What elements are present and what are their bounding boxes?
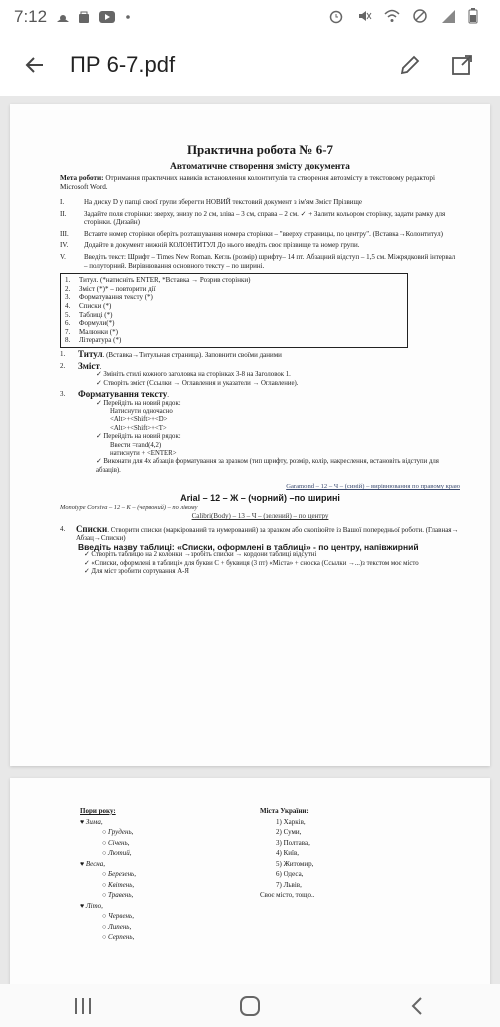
outline-box	[60, 273, 408, 348]
list-item: ○ Червень,	[102, 912, 134, 920]
table-title-instruction: Введіть назву таблиці: «Списки, оформлені в таблиці» - по центру, напівжирний	[78, 541, 419, 552]
status-bar	[0, 0, 500, 34]
seasons-heading: Пори року:	[80, 807, 116, 815]
section-4: 4. Списки. Створити списки (маркірований та нумерований) за зразком або скопіюйте із Вашої попередньої роботи. (Главная→ Абзац→Списки) Введіть назву таблиці: «Списки, оформлені в таблиці» - по центру, напівжирний ✓ Створіть таблицю на 2 колонки →зробіть списки → кордони таблиці відсутні ✓ «Списки, оформлені в таблиці» для букви С + буквиця (3 пт) «Міста» + сноска (Ссылки →...)з текстом моє місто ✓ Для міст зробити сортування А-Я	[60, 523, 459, 576]
section-3: 3. Форматування тексту. ✓ Перейдіть на новий рядок: Натиснути одночасно <Alt>+<Shift>+<D> <Alt>+<Shift>+<T> ✓ Перейдіть на новий рядок: Ввести =rand(4,2) натиснути + <ENTER> ✓ Виконати для 4х абзаців форматування за зразком (тип шрифту, розмір, колір, накреслення, встановіть відступи для абзаців).	[60, 390, 460, 475]
more-dots-icon	[121, 10, 137, 24]
list-item: ○ Липень,	[102, 922, 132, 931]
garamond-sample: Garamond – 12 – Ч – (синій) – вирівнювання по правому краю	[286, 483, 460, 491]
lists-table	[40, 806, 460, 943]
youtube-icon	[99, 10, 115, 24]
section-2: 2. Зміст. ✓ Змініть стилі кожного заголовка на сторінках 3-8 на Заголовок 1. ✓ Створіть зміст (Ссылки → Оглавления и указатели → Оглавление).	[60, 362, 460, 388]
document-title: ПР 6-7.pdf	[70, 52, 176, 77]
wifi-icon	[384, 8, 400, 24]
cities-heading: Міста України:	[260, 807, 309, 815]
back-button[interactable]	[12, 42, 58, 88]
list-item: 7. Малюнки (*)	[65, 327, 118, 336]
list-item: 5) Житомир,	[276, 859, 314, 868]
battery-icon	[468, 8, 484, 24]
list-item: ○ Травень,	[102, 891, 134, 899]
goal-label: Мета роботи:	[60, 174, 104, 182]
list-item: ○ Березень,	[102, 870, 136, 878]
list-item: 3. Форматування тексту (*)	[65, 293, 153, 302]
arial-sample: Arial – 12 – Ж – (чорний) –по ширині	[180, 493, 340, 504]
list-item: ○ Серпень,	[102, 933, 135, 941]
home-button[interactable]	[220, 986, 280, 1026]
check-item: ✓ Виконати для 4х абзаців форматування за зразком (тип шрифту, розмір, колір, накреслення, встановіть відступи для абзаців).	[96, 458, 439, 474]
pdf-viewer[interactable]	[0, 96, 500, 984]
page-subtitle: Автоматичне створення змісту документа	[170, 162, 350, 172]
alarm-icon	[328, 8, 344, 24]
open-external-icon	[450, 53, 474, 77]
list-item: 3) Полтава,	[276, 838, 310, 847]
seasons-column	[40, 806, 250, 943]
list-item: ♥ Весна,	[80, 859, 106, 868]
arrow-left-icon	[23, 53, 47, 77]
instruction-line: <Alt>+<Shift>+<T>	[110, 424, 167, 432]
mute-icon	[356, 8, 372, 24]
signal-icon	[440, 8, 456, 24]
instruction-line: Натиснути одночасно	[110, 407, 173, 415]
app-bar	[0, 34, 500, 96]
list-item: 2. Зміст (*)* – повторити дії	[65, 284, 156, 293]
goal-text: Отримання практичних навиків встановлення колонтитулів та створення автозмісту в текстовому редакторі Microsoft Word.	[60, 174, 435, 191]
list-item: IV. Додайте в документ нижній КОЛОНТИТУЛ До нього введіть своє прізвище та номер групи.	[60, 241, 360, 250]
list-item: ○ Січень,	[102, 838, 130, 847]
check-item: ✓ «Списки, оформлені в таблиці» для букви С + буквиця (3 пт) «Міста» + сноска (Ссылки →...)з текстом моє місто	[84, 559, 419, 567]
list-item: 6) Одеса,	[276, 870, 304, 878]
list-item: III. Вставте номер сторінки оберіть розташування номера сторінки – "вверху страницы, по центру". (Вставка→Колонтитул)	[60, 229, 443, 238]
system-nav-bar	[0, 984, 500, 1027]
roman-list	[60, 198, 460, 270]
calibri-sample: Calibri(Body) – 13 – Ч – (зелений) – по центру	[191, 512, 329, 521]
list-item: 5. Таблиці (*)	[65, 310, 113, 319]
cities-column	[250, 806, 460, 943]
section-1: 1. Титул. (Вставка→Титульная страница). Заповнити своїми даними	[60, 348, 282, 359]
check-item: ✓ Змініть стилі кожного заголовка на сторінках 3-8 на Заголовок 1.	[96, 371, 291, 379]
list-item: ♥ Літо,	[80, 901, 103, 910]
goal-paragraph	[60, 174, 460, 192]
list-item: ○ Грудень,	[102, 828, 134, 836]
check-item: ✓ Перейдіть на новий рядок:	[96, 433, 181, 441]
monotype-sample: Monotype Corsiva – 12 – К – (червоний) – по лівому	[60, 504, 198, 512]
status-time: 7:12	[14, 7, 48, 26]
list-item: V. Введіть текст: Шрифт – Times New Roman. Кегль (розмір) шрифту– 14 пт. Абзацний відступ – 1,5 см. Міжрядковий інтервал – полуторний. Вирівнювання основного тексту – по ширині.	[60, 252, 456, 270]
check-item: ✓ Для міст зробити сортування А-Я	[84, 568, 189, 576]
edit-button[interactable]	[390, 45, 430, 85]
bag-icon	[77, 10, 93, 24]
check-item: ✓ Створіть зміст (Ссылки → Оглавления и указатели → Оглавление).	[96, 379, 299, 387]
instruction-line: натиснути + <ENTER>	[110, 449, 177, 457]
back-chevron-icon	[407, 995, 427, 1017]
pdf-page-1	[10, 104, 490, 766]
list-item: 7) Львів,	[276, 880, 302, 889]
check-item: ✓ Перейдіть на новий рядок:	[96, 399, 181, 407]
check-item: ✓ Створіть таблицю на 2 колонки →зробіть списки → кордони таблиці відсутні	[84, 551, 317, 559]
list-item: ○ Лютий,	[102, 849, 132, 857]
pdf-page-2	[10, 778, 490, 984]
list-item: 2) Суми,	[276, 828, 302, 836]
list-item: ○ Квітень,	[102, 880, 135, 889]
list-item: 4) Київ,	[276, 849, 299, 857]
instruction-line: Ввести =rand(4,2)	[110, 441, 162, 449]
list-item: 8. Література (*)	[65, 336, 122, 345]
page-title: Практична робота № 6-7	[186, 142, 334, 157]
home-icon	[238, 994, 262, 1018]
list-item: Своє місто, тощо..	[260, 891, 315, 899]
recent-apps-icon	[72, 996, 94, 1016]
list-item: 1. Титул. (*натисніть ENTER, *Вставка → Розрив сторінки)	[65, 276, 251, 285]
dnd-icon	[412, 8, 428, 24]
pencil-icon	[398, 53, 422, 77]
recent-apps-button[interactable]	[53, 986, 113, 1026]
list-item: 1) Харків,	[276, 817, 306, 826]
weather-icon	[55, 10, 71, 24]
list-item: 4. Списки (*)	[65, 301, 112, 310]
list-item: II. Задайте поля сторінки: зверху, знизу по 2 см, зліва – 3 см, справа – 2 см. ✓ + Залити кольором сторінку, задати рамку для сторінки. (Дизайн)	[60, 209, 446, 227]
list-item: I. На диску D у папці своєї групи зберегти НОВИЙ текстовий документ з ім'ям Зміст Прізвище	[60, 198, 363, 206]
open-external-button[interactable]	[442, 45, 482, 85]
nav-back-button[interactable]	[387, 986, 447, 1026]
list-item: ♥ Зима,	[80, 817, 103, 826]
instruction-line: <Alt>+<Shift>+<D>	[110, 416, 168, 424]
list-item: 6. Формули(*)	[65, 319, 115, 328]
